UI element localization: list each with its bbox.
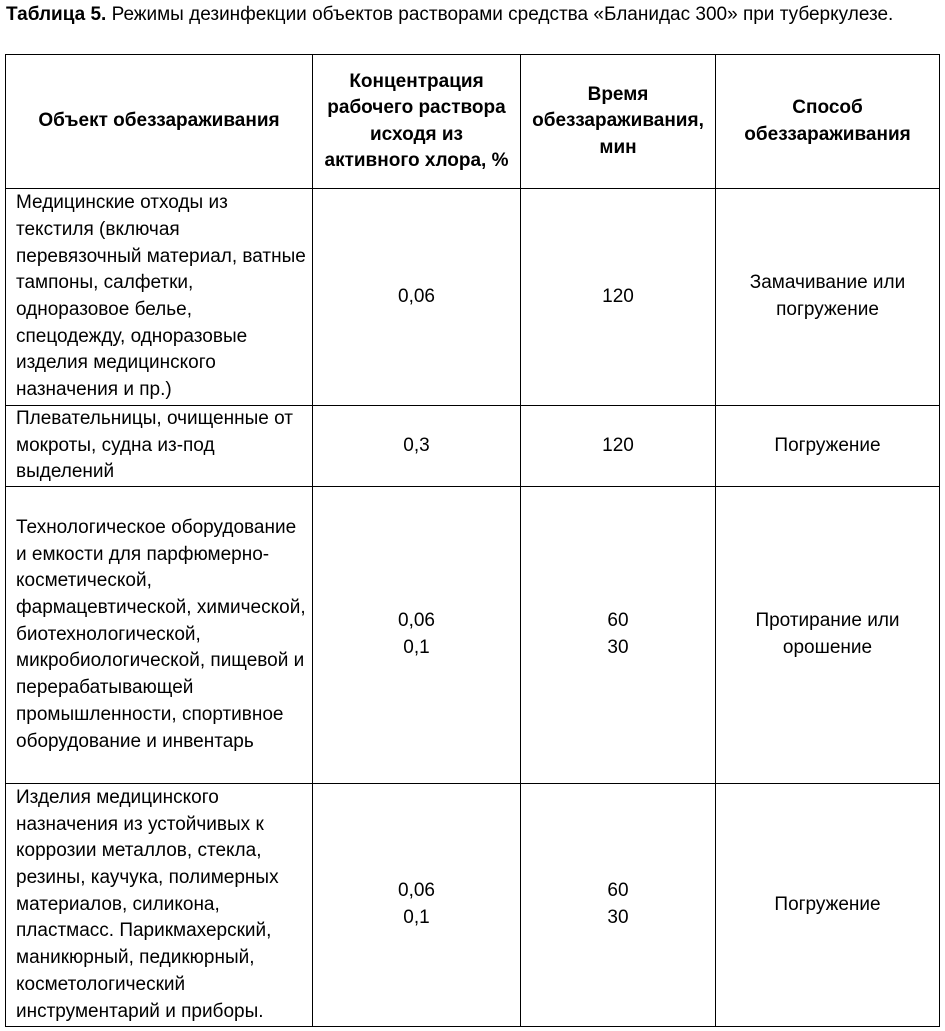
caption-label: Таблица 5. bbox=[6, 4, 107, 25]
header-object: Объект обеззараживания bbox=[6, 55, 313, 189]
concentration-value: 0,06 bbox=[398, 285, 435, 307]
time-value: 120 bbox=[602, 285, 634, 307]
concentration-value: 0,1 bbox=[403, 637, 430, 659]
cell-concentration bbox=[313, 784, 521, 1027]
cell-object: Технологическое оборудование и емкости для парфюмерно-косметической, фармацевтической, химической, биотехнологической, микробиологической, пищевой и перерабатывающей промышленности, спортивное оборудование и инвентарь bbox=[6, 487, 313, 784]
concentration-value: 0,06 bbox=[398, 880, 435, 902]
cell-time bbox=[521, 406, 716, 487]
concentration-value: 0,06 bbox=[398, 610, 435, 632]
header-row bbox=[6, 55, 940, 189]
table-row bbox=[6, 784, 940, 1027]
cell-method: Погружение bbox=[716, 784, 940, 1027]
time-value: 120 bbox=[602, 434, 634, 456]
caption-text: Режимы дезинфекции объектов растворами средства «Бланидас 300» при туберкулезе. bbox=[106, 4, 894, 25]
table-row bbox=[6, 406, 940, 487]
cell-object: Плевательницы, очищенные от мокроты, судна из-под выделений bbox=[6, 406, 313, 487]
disinfection-table bbox=[5, 54, 940, 1027]
cell-time bbox=[521, 487, 716, 784]
cell-time bbox=[521, 784, 716, 1027]
time-value: 30 bbox=[607, 637, 629, 659]
cell-object: Изделия медицинского назначения из устойчивых к коррозии металлов, стекла, резины, каучука, полимерных материалов, силикона, пластмасс. Парикмахерский, маникюрный, педикюрный, косметологический инструментарий и приборы. bbox=[6, 784, 313, 1027]
cell-method: Протирание или орошение bbox=[716, 487, 940, 784]
time-value: 60 bbox=[607, 610, 629, 632]
concentration-value: 0,3 bbox=[403, 434, 430, 456]
cell-method: Погружение bbox=[716, 406, 940, 487]
time-value: 30 bbox=[607, 907, 629, 929]
cell-concentration bbox=[313, 189, 521, 406]
cell-object: Медицинские отходы из текстиля (включая перевязочный материал, ватные тампоны, салфетки, одноразовое белье, спецодежду, одноразовые изделия медицинского назначения и пр.) bbox=[6, 189, 313, 406]
concentration-value: 0,1 bbox=[403, 907, 430, 929]
header-time: Время обеззараживания, мин bbox=[521, 55, 716, 189]
header-concentration: Концентрация рабочего раствора исходя из активного хлора, % bbox=[313, 55, 521, 189]
cell-method: Замачивание или погружение bbox=[716, 189, 940, 406]
table-caption bbox=[6, 2, 936, 28]
table-row bbox=[6, 189, 940, 406]
cell-time bbox=[521, 189, 716, 406]
table-row bbox=[6, 487, 940, 784]
cell-concentration bbox=[313, 406, 521, 487]
time-value: 60 bbox=[607, 880, 629, 902]
header-method: Способ обеззараживания bbox=[716, 55, 940, 189]
cell-concentration bbox=[313, 487, 521, 784]
